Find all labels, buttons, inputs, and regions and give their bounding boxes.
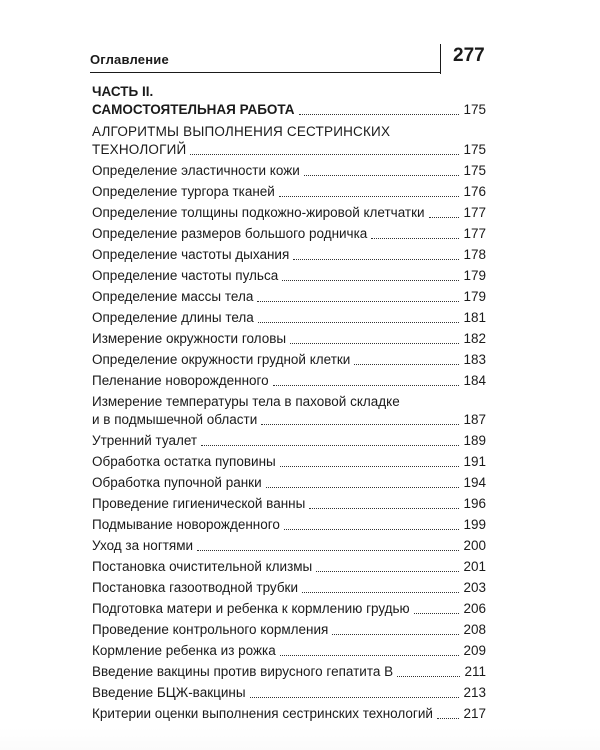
toc-entry[interactable] xyxy=(92,579,486,597)
toc-entry-label: Определение частоты пульса xyxy=(92,268,279,283)
toc-entry-label: Определение массы тела xyxy=(92,289,254,304)
toc-entry[interactable] xyxy=(92,162,486,180)
section-title-line2: ТЕХНОЛОГИЙ xyxy=(92,142,187,157)
toc-entry-page: 184 xyxy=(463,373,486,388)
dot-leader xyxy=(258,322,460,323)
toc-entry-label: Определение частоты дыхания xyxy=(92,247,290,262)
section-page: 175 xyxy=(463,142,486,157)
toc-entry-page: 181 xyxy=(463,310,486,325)
toc-entry[interactable] xyxy=(92,204,486,222)
dot-leader xyxy=(266,487,460,488)
toc-entry-page: 196 xyxy=(463,496,486,511)
dot-leader xyxy=(371,238,459,239)
toc-entry-page: 177 xyxy=(463,226,486,241)
toc-entry[interactable] xyxy=(92,309,486,327)
dot-leader xyxy=(273,385,460,386)
toc-entry-page: 175 xyxy=(463,163,486,178)
dot-leader xyxy=(437,718,460,719)
toc-entry[interactable] xyxy=(92,537,486,555)
header-rule xyxy=(90,72,440,73)
dot-leader xyxy=(280,655,460,656)
dot-leader xyxy=(261,424,459,425)
toc-entry-page: 213 xyxy=(463,685,486,700)
dot-leader xyxy=(257,301,459,302)
part-page: 175 xyxy=(463,102,486,117)
toc-entry-label: Утренний туалет xyxy=(92,433,198,448)
toc-entry[interactable] xyxy=(92,225,486,243)
toc-entry[interactable] xyxy=(92,663,486,681)
toc-entry-label: Проведение контрольного кормления xyxy=(92,622,329,637)
toc-entry-label-line2: и в подмышечной области xyxy=(92,412,258,427)
dot-leader xyxy=(354,364,459,365)
page-number: 277 xyxy=(453,45,485,66)
toc-entry-label: Критерии оценки выполнения сестринских технологий xyxy=(92,706,433,721)
dot-leader xyxy=(282,280,459,281)
toc-entry-label: Обработка остатка пуповины xyxy=(92,454,276,469)
toc-entry-label: Измерение окружности головы xyxy=(92,331,287,346)
toc-entry[interactable] xyxy=(92,621,486,639)
toc-entry[interactable] xyxy=(92,453,486,471)
dot-leader xyxy=(279,196,460,197)
toc-entry-label: Подготовка матери и ребенка к кормлению грудью xyxy=(92,601,410,616)
toc-entry[interactable] xyxy=(92,558,486,576)
toc-entry-page: 191 xyxy=(463,454,486,469)
header-title: Оглавление xyxy=(90,52,169,67)
section-heading[interactable] xyxy=(92,123,486,159)
toc-entry-page: 187 xyxy=(463,412,486,427)
toc-entry-page: 176 xyxy=(463,184,486,199)
toc-entry[interactable] xyxy=(92,288,486,306)
toc-entry-label: Определение длины тела xyxy=(92,310,254,325)
toc-entry-page: 200 xyxy=(463,538,486,553)
toc-entry-page: 206 xyxy=(463,601,486,616)
dot-leader xyxy=(397,676,460,677)
part-title-row[interactable] xyxy=(92,101,486,119)
toc-entry-label: Постановка газоотводной трубки xyxy=(92,580,299,595)
toc-entry-label: Определение окружности грудной клетки xyxy=(92,352,351,367)
toc-entry-page: 208 xyxy=(463,622,486,637)
toc-entry-label: Проведение гигиенической ванны xyxy=(92,496,306,511)
dot-leader xyxy=(299,114,460,115)
dot-leader xyxy=(414,613,460,614)
toc-entry-page: 189 xyxy=(463,433,486,448)
table-of-contents xyxy=(92,83,486,723)
toc-entry-label: Определение размеров большого родничка xyxy=(92,226,368,241)
toc-entry-page: 182 xyxy=(463,331,486,346)
toc-entry[interactable] xyxy=(92,372,486,390)
header-divider xyxy=(440,44,441,74)
toc-entry[interactable] xyxy=(92,642,486,660)
toc-entry-label: Определение тургора тканей xyxy=(92,184,275,199)
toc-entry-label: Определение эластичности кожи xyxy=(92,163,300,178)
dot-leader xyxy=(284,529,460,530)
toc-entry-page: 199 xyxy=(463,517,486,532)
toc-entry[interactable] xyxy=(92,684,486,702)
dot-leader xyxy=(316,571,459,572)
page-bottom-margin xyxy=(0,728,600,750)
dot-leader xyxy=(293,259,459,260)
toc-entry-label: Введение БЦЖ-вакцины xyxy=(92,685,246,700)
dot-leader xyxy=(190,154,459,155)
toc-entry-label: Кормление ребенка из рожка xyxy=(92,643,276,658)
toc-entry-label: Уход за ногтями xyxy=(92,538,194,553)
dot-leader xyxy=(429,217,460,218)
section-title-line1: АЛГОРИТМЫ ВЫПОЛНЕНИЯ СЕСТРИНСКИХ xyxy=(92,124,391,139)
toc-entry[interactable] xyxy=(92,600,486,618)
toc-entry-page: 217 xyxy=(463,706,486,721)
dot-leader xyxy=(304,175,460,176)
toc-entry-label: Постановка очистительной клизмы xyxy=(92,559,313,574)
toc-entry-label-line1: Измерение температуры тела в паховой складке xyxy=(92,394,400,409)
toc-entry-page: 209 xyxy=(463,643,486,658)
toc-entry-page: 183 xyxy=(463,352,486,367)
toc-entry[interactable] xyxy=(92,183,486,201)
toc-entry-page: 179 xyxy=(463,268,486,283)
toc-entry-page: 178 xyxy=(463,247,486,262)
toc-entry-page: 179 xyxy=(463,289,486,304)
toc-entry[interactable] xyxy=(92,705,486,723)
toc-entry-label: Пеленание новорожденного xyxy=(92,373,269,388)
toc-entry-label: Подмывание новорожденного xyxy=(92,517,280,532)
dot-leader xyxy=(309,508,459,509)
toc-entry-label: Обработка пупочной ранки xyxy=(92,475,262,490)
dot-leader xyxy=(332,634,459,635)
running-header xyxy=(90,40,495,76)
toc-entry-page: 194 xyxy=(463,475,486,490)
dot-leader xyxy=(280,466,460,467)
part-title-line1: ЧАСТЬ II. xyxy=(92,84,154,99)
toc-entry-label: Введение вакцины против вирусного гепатита В xyxy=(92,664,394,679)
toc-entry[interactable] xyxy=(92,495,486,513)
toc-entry[interactable] xyxy=(92,351,486,369)
part-heading xyxy=(92,83,486,119)
part-title-line2: САМОСТОЯТЕЛЬНАЯ РАБОТА xyxy=(92,102,295,117)
toc-entry[interactable] xyxy=(92,474,486,492)
toc-entry-page: 211 xyxy=(464,664,486,679)
toc-entry[interactable] xyxy=(92,516,486,534)
toc-entry-page: 203 xyxy=(463,580,486,595)
toc-entry-page: 177 xyxy=(463,205,486,220)
dot-leader xyxy=(302,592,459,593)
toc-entry-two-line[interactable] xyxy=(92,393,486,429)
toc-entry[interactable] xyxy=(92,267,486,285)
toc-entry-label: Определение толщины подкожно-жировой клетчатки xyxy=(92,205,425,220)
toc-entry[interactable] xyxy=(92,432,486,450)
dot-leader xyxy=(290,343,459,344)
toc-entry[interactable] xyxy=(92,246,486,264)
dot-leader xyxy=(250,697,460,698)
toc-entry[interactable] xyxy=(92,330,486,348)
dot-leader xyxy=(201,445,459,446)
toc-entry-page: 201 xyxy=(463,559,486,574)
dot-leader xyxy=(197,550,459,551)
